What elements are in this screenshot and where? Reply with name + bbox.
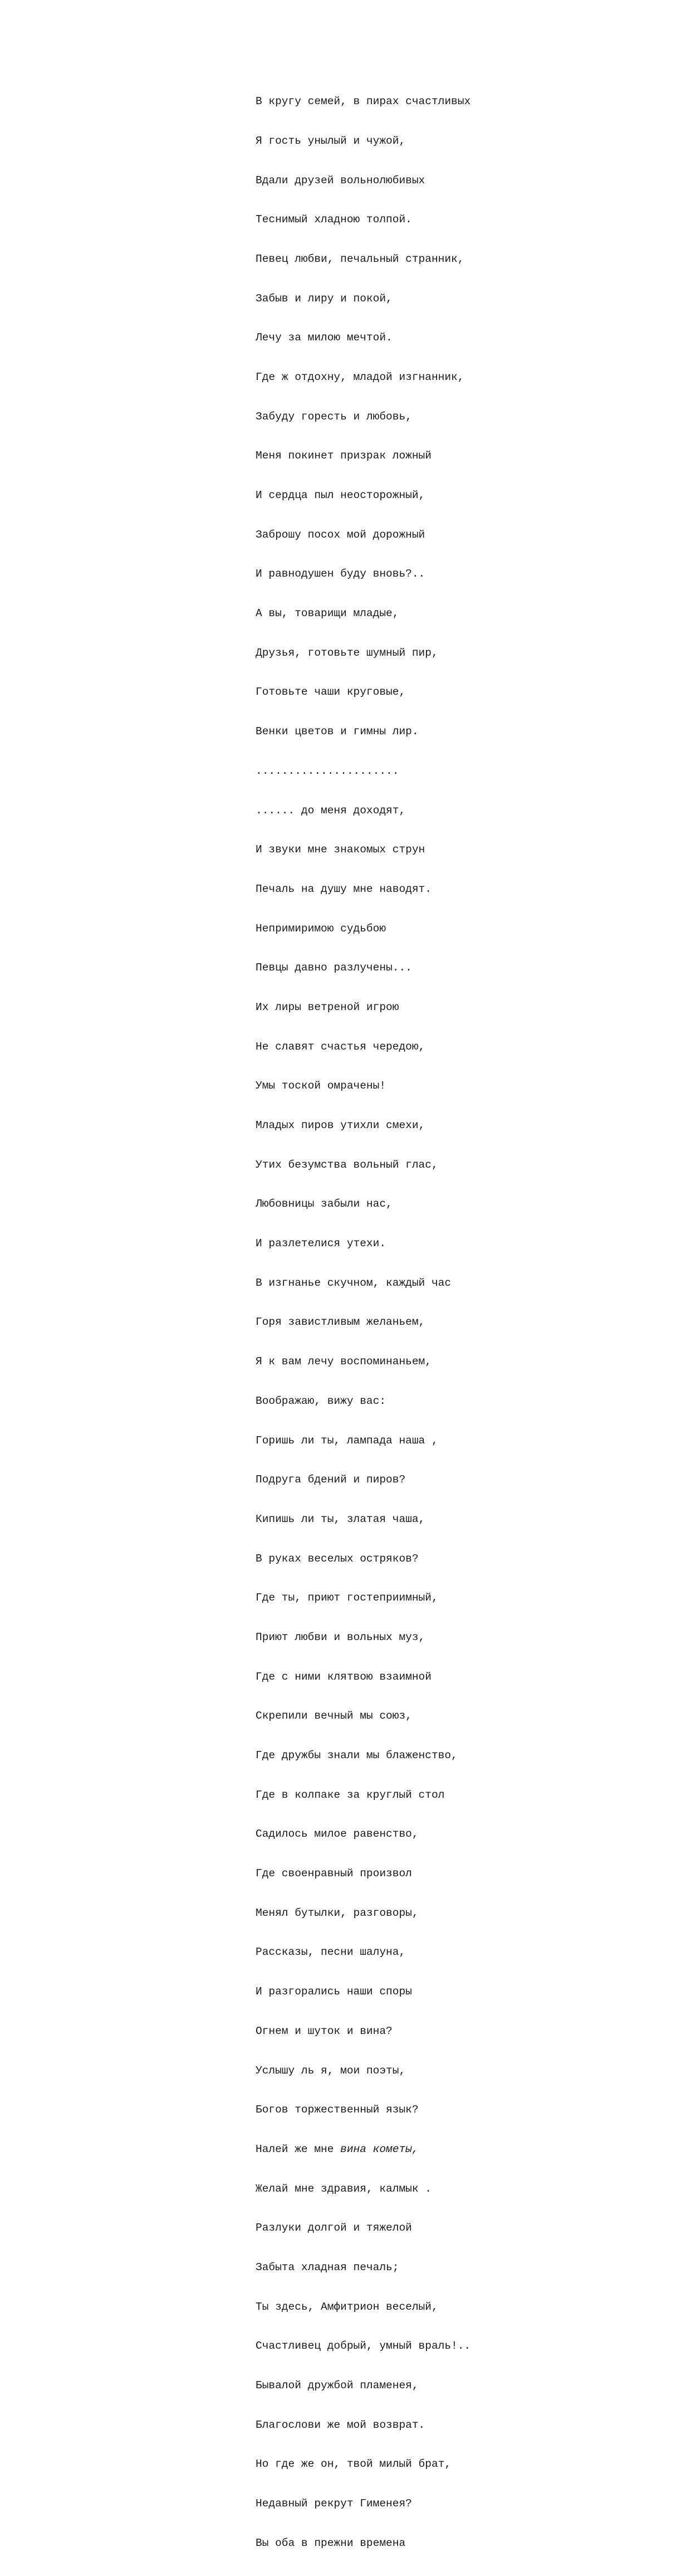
poem-line: Где в колпаке за круглый стол [256,1788,445,1801]
poem-line: Забыв и лиру и покой, [256,292,393,305]
poem-line: Друзья, готовьте шумный пир, [256,646,438,659]
poem-line: В кругу семей, в пирах счастливых [256,95,471,108]
poem-line: Горишь ли ты, лампада наша , [256,1434,438,1447]
poem-line: Но где же он, твой милый брат, [256,2458,452,2471]
poem-line: И сердца пыл неосторожный, [256,489,425,501]
poem-line: Лечу за милою мечтой. [256,331,393,344]
poem-line: ...................... [256,764,399,777]
poem-line: Богов торжественный язык? [256,2104,419,2116]
poem-line: Воображаю, вижу вас: [256,1394,386,1407]
poem-line: Недавный рекрут Гименея? [256,2497,412,2510]
poem-line: Огнем и шуток и вина? [256,2024,393,2037]
poem-line: Где своенравный произвол [256,1867,412,1880]
poem-line: Желай мне здравия, калмык . [256,2182,432,2195]
poem-line: Где ж отдохну, младой изгнанник, [256,370,464,383]
poem-line: Меня покинет призрак ложный [256,450,432,462]
poem-line: Вдали друзей вольнолюбивых [256,174,425,187]
poem-line: Не славят счастья чередою, [256,1040,425,1053]
poem-line: Готовьте чаши круговые, [256,686,406,699]
poem-line: Певцы давно разлучены... [256,962,412,974]
poem-line: Заброшу посох мой дорожный [256,528,425,541]
poem-line: Где с ними клятвою взаимной [256,1670,432,1683]
poem-line: А вы, товарищи младые, [256,607,399,620]
poem-line: Забыта хладная печаль; [256,2261,399,2273]
poem-line: И разлетелися утехи. [256,1237,386,1250]
poem-line: ...... до меня доходят, [256,804,406,817]
poem-line: Непримиримою судьбою [256,922,386,935]
poem-line: Бывалой дружбой пламенея, [256,2379,419,2392]
poem-line: Умы тоской омрачены! [256,1080,386,1092]
poem-line: Горя завистливым желаньем, [256,1316,425,1329]
poem-line: Где ты, приют гостеприимный, [256,1592,438,1604]
poem-line: Где дружбы знали мы блаженство, [256,1749,458,1762]
poem-line: Теснимый хладною толпой. [256,213,412,226]
poem-line: И звуки мне знакомых струн [256,843,425,856]
poem-line: Разлуки долгой и тяжелой [256,2222,412,2235]
poem-line: Младых пиров утихли смехи, [256,1119,425,1131]
poem-line: Венки цветов и гимны лир. [256,725,419,738]
poem-line: Благослови же мой возврат. [256,2418,425,2431]
poem-line: Утих безумства вольный глас, [256,1158,438,1171]
poem-line: Приют любви и вольных муз, [256,1631,425,1643]
poem-line: Я к вам лечу воспоминаньем, [256,1355,432,1368]
poem-line-with-italic [256,2143,471,2157]
poem-line: Рассказы, песни шалуна, [256,1946,406,1959]
poem-line: Певец любви, печальный странник, [256,252,464,265]
poem-line: Я гость унылый и чужой, [256,134,406,147]
poem-line: Ты здесь, Амфитрион веселый, [256,2300,438,2313]
poem-line: Скрепили вечный мы союз, [256,1710,412,1723]
poem-line-italic: вина кометы, [340,2143,419,2155]
poem-line: Кипишь ли ты, златая чаша, [256,1513,425,1525]
poem-line: Подруга бдений и пиров? [256,1474,406,1486]
poem-line: Забуду горесть и любовь, [256,410,412,423]
poem-text [256,69,471,2576]
poem-line: В руках веселых остряков? [256,1552,419,1565]
poem-line: Вы оба в прежни времена [256,2536,406,2549]
poem-line: В изгнанье скучном, каждый час [256,1276,452,1289]
poem-line: Услышу ль я, мои поэты, [256,2064,406,2077]
poem-line: И разгорались наши споры [256,1985,412,1998]
poem-line: Любовницы забыли нас, [256,1198,393,1211]
poem-line: Счастливец добрый, умный враль!.. [256,2340,471,2353]
poem-line-prefix: Налей же мне [256,2143,341,2155]
poem-line: Печаль на душу мне наводят. [256,882,432,895]
poem-line: И равнодушен буду вновь?.. [256,568,425,580]
poem-line: Менял бутылки, разговоры, [256,1906,419,1919]
poem-line: Садилось милое равенство, [256,1828,419,1841]
poem-line: Их лиры ветреной игрою [256,1001,399,1013]
